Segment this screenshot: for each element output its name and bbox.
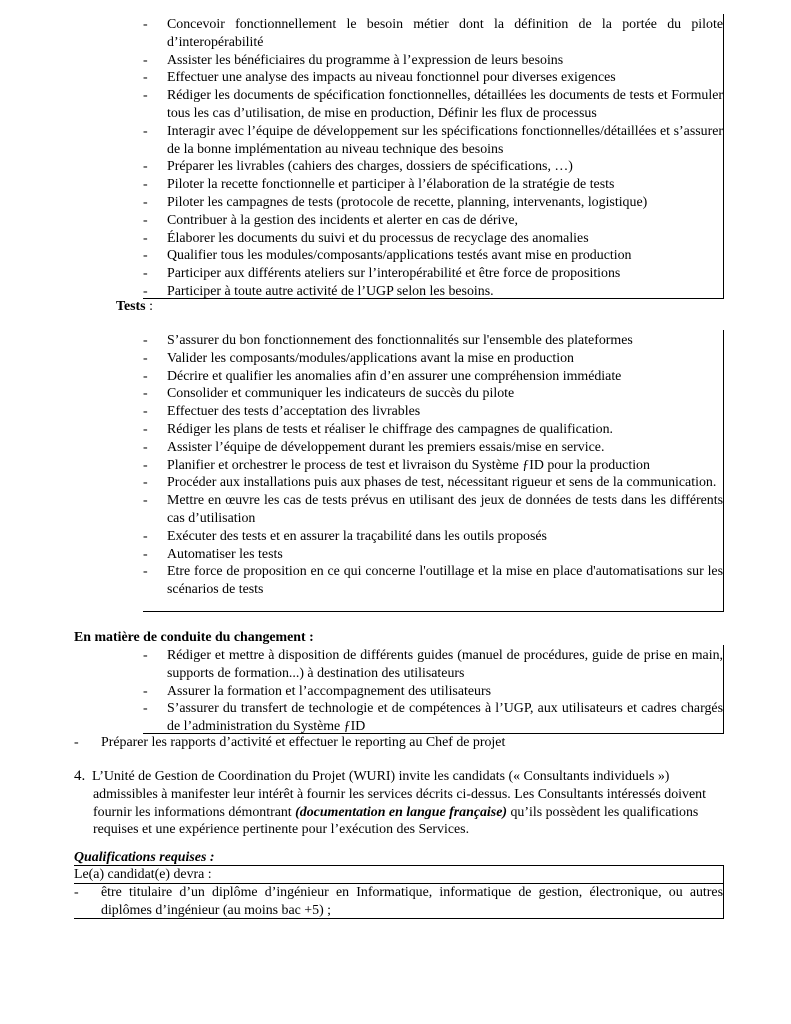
tests-item-text: Assister l’équipe de développement durant les premiers essais/mise en service. [167, 439, 605, 455]
responsibility-item [143, 123, 723, 159]
qualifications-border-right [723, 865, 724, 918]
bullet-dash: - [143, 230, 148, 246]
qualifications-intro [74, 866, 212, 884]
responsibility-item-text: Qualifier tous les modules/composants/applications testés avant mise en production [167, 248, 632, 264]
responsibility-item-text: Assister les bénéficiaires du programme à l’expression de leurs besoins [167, 52, 564, 68]
tests-item-text: Exécuter des tests et en assurer la traçabilité dans les outils proposés [167, 528, 547, 544]
responsibility-item [143, 52, 723, 70]
report-item [74, 734, 506, 752]
bullet-dash: - [143, 17, 148, 32]
change-border-right [723, 645, 724, 733]
section-4-line-2-text: admissibles à manifester leur intérêt à fournir les services décrits ci-dessus. Les Consultants intéressés doivent [93, 786, 706, 802]
responsibility-item-text: Piloter la recette fonctionnelle et participer à l’élaboration de la stratégie de tests [167, 177, 615, 193]
tests-item-text: Planifier et orchestrer le process de test et livraison du Système ƒID pour la production [167, 457, 650, 473]
tests-item-text: Effectuer des tests d’acceptation des livrables [167, 404, 421, 420]
bullet-dash: - [143, 386, 148, 402]
bullet-dash: - [143, 421, 148, 437]
tests-item [143, 528, 723, 546]
bullet-dash: - [143, 404, 148, 420]
report-item-dash: - [74, 735, 79, 750]
bullet-dash: - [143, 701, 148, 717]
tests-item [143, 368, 723, 386]
bullet-dash: - [143, 212, 148, 228]
bullet-dash: - [143, 266, 148, 282]
tests-border-right [723, 330, 724, 611]
bullet-dash: - [143, 564, 148, 580]
bullet-dash: - [143, 123, 148, 139]
tests-heading [116, 298, 153, 316]
tests-item [143, 403, 723, 421]
section-4-line-3-post: qu’ils possèdent les qualifications [506, 804, 699, 820]
bullet-dash: - [143, 333, 148, 348]
responsibility-item-text: Participer à toute autre activité de l’UGP selon les besoins. [167, 283, 494, 299]
responsibility-item-text: Préparer les livrables (cahiers des charges, dossiers de spécifications, …) [167, 159, 573, 175]
bullet-dash: - [143, 493, 148, 509]
section-4-paragraph [92, 768, 732, 839]
tests-item-text: Valider les composants/modules/applications avant la mise en production [167, 350, 574, 366]
tests-item [143, 457, 723, 475]
change-item [143, 683, 723, 701]
responsibility-item [143, 87, 723, 123]
bullet-dash: - [143, 194, 148, 210]
tests-item [143, 332, 723, 350]
tests-heading-colon: : [145, 299, 153, 314]
responsibility-item [143, 212, 723, 230]
bullet-dash: - [143, 648, 148, 663]
bullet-dash: - [74, 885, 79, 900]
section-4-line-3-pre: fournir les informations démontrant [93, 804, 296, 820]
responsibility-item [143, 16, 723, 52]
report-item-text: Préparer les rapports d’activité et effectuer le reporting au Chef de projet [101, 735, 506, 750]
bullet-dash: - [143, 683, 148, 699]
responsibility-item-text: Élaborer les documents du suivi et du processus de recyclage des anomalies [167, 230, 589, 246]
responsibilities-list [143, 16, 723, 301]
bullet-dash: - [143, 177, 148, 193]
bullet-dash: - [143, 475, 148, 491]
change-item [143, 647, 723, 683]
tests-item [143, 421, 723, 439]
qualifications-border-top [74, 865, 724, 866]
qualification-item [74, 884, 723, 920]
responsibility-item-text: Concevoir fonctionnellement le besoin métier dont la définition de la portée du pilote d’interopérabilité [167, 17, 723, 50]
change-item-text: S’assurer du transfert de technologie et de compétences à l’UGP, aux utilisateurs et cadres chargés de l’administration du Système ƒID [167, 701, 723, 735]
table-border-bottom [143, 298, 724, 299]
tests-item-text: Décrire et qualifier les anomalies afin d’en assurer une compréhension immédiate [167, 368, 622, 384]
bullet-dash: - [143, 88, 148, 104]
tests-item-text: Mettre en œuvre les cas de tests prévus en utilisant des jeux de données de tests dans les différents cas d’utilisation [167, 493, 723, 526]
tests-item-text: S’assurer du bon fonctionnement des fonctionnalités sur l'ensemble des plateformes [167, 333, 633, 348]
bullet-dash: - [143, 159, 148, 175]
section-4-line-2 [92, 786, 732, 804]
responsibility-item-text: Piloter les campagnes de tests (protocole de recette, planning, intervenants, logistique) [167, 194, 648, 210]
responsibility-item [143, 247, 723, 265]
bullet-dash: - [143, 248, 148, 264]
responsibility-item-text: Contribuer à la gestion des incidents et alerter en cas de dérive, [167, 212, 518, 228]
bullet-dash: - [143, 546, 148, 562]
qualification-item-text: être titulaire d’un diplôme d’ingénieur en Informatique, informatique de gestion, électronique, ou autres diplômes d’ingénieur (au moins bac +5) ; [101, 885, 723, 918]
tests-list [143, 332, 723, 599]
change-list [143, 647, 723, 736]
change-item-text: Assurer la formation et l’accompagnement des utilisateurs [167, 683, 492, 699]
responsibility-item [143, 158, 723, 176]
section-4-line-4-text: requises et une expérience pertinente pour l’exécution des Services. [93, 822, 470, 838]
qualifications-intro-text: Le(a) candidat(e) devra : [74, 867, 212, 882]
tests-item-text: Consolider et communiquer les indicateurs de succès du pilote [167, 386, 515, 402]
responsibility-item-text: Participer aux différents ateliers sur l’interopérabilité et être force de propositions [167, 266, 621, 282]
bullet-dash: - [143, 70, 148, 86]
tests-item [143, 474, 723, 492]
tests-item-text: Etre force de proposition en ce qui concerne l'outillage et la mise en place d'automatisations sur les scénarios de tests [167, 564, 723, 598]
responsibility-item [143, 69, 723, 87]
tests-item [143, 439, 723, 457]
responsibility-item-text: Rédiger les documents de spécification fonctionnelles, détaillées les documents de tests et Formuler tous les cas d’utilisation, de mise en production, Définir les flux de processus [167, 88, 723, 121]
section-4-number [74, 768, 85, 786]
qualifications-list [74, 884, 723, 920]
bullet-dash: - [143, 528, 148, 544]
section-4-line-3 [92, 804, 732, 822]
responsibility-item [143, 176, 723, 194]
bullet-dash: - [143, 52, 148, 68]
change-heading [74, 629, 314, 647]
bullet-dash: - [143, 368, 148, 384]
tests-item [143, 350, 723, 368]
responsibility-item [143, 265, 723, 283]
table-border-right [723, 14, 724, 298]
section-4-emphasis: (documentation en langue française) [295, 804, 507, 820]
responsibility-item [143, 230, 723, 248]
tests-item [143, 492, 723, 528]
section-4-line-1: L’Unité de Gestion de Coordination du Projet (WURI) invite les candidats (« Consultants individuels ») [92, 769, 670, 784]
change-heading-text: En matière de conduite du changement : [74, 630, 314, 645]
bullet-dash: - [143, 350, 148, 366]
qualifications-heading-text: Qualifications requises : [74, 850, 215, 865]
responsibility-item-text: Effectuer une analyse des impacts au niveau fonctionnel pour diverses exigences [167, 70, 616, 86]
tests-heading-text: Tests [116, 299, 146, 314]
tests-item-text: Rédiger les plans de tests et réaliser le chiffrage des campagnes de qualification. [167, 421, 613, 437]
section-4-line-4 [92, 821, 732, 839]
tests-item-text: Procéder aux installations puis aux phases de test, nécessitant rigueur et sens de la communication. [167, 475, 717, 491]
responsibility-item-text: Interagir avec l’équipe de développement sur les spécifications fonctionnelles/détaillées et s’assurer de la bonne implémentation au niveau technique des besoins [167, 123, 723, 157]
responsibility-item [143, 194, 723, 212]
tests-item [143, 546, 723, 564]
section-4-number-text: 4. [74, 768, 86, 784]
bullet-dash: - [143, 439, 148, 455]
tests-item-text: Automatiser les tests [167, 546, 283, 562]
change-item [143, 700, 723, 736]
bullet-dash: - [143, 283, 148, 299]
change-item-text: Rédiger et mettre à disposition de différents guides (manuel de procédures, guide de prise en main, supports de formation...) à destination des utilisateurs [167, 648, 723, 681]
bullet-dash: - [143, 457, 148, 473]
tests-item [143, 563, 723, 599]
tests-item [143, 385, 723, 403]
tests-border-bottom [143, 611, 724, 612]
